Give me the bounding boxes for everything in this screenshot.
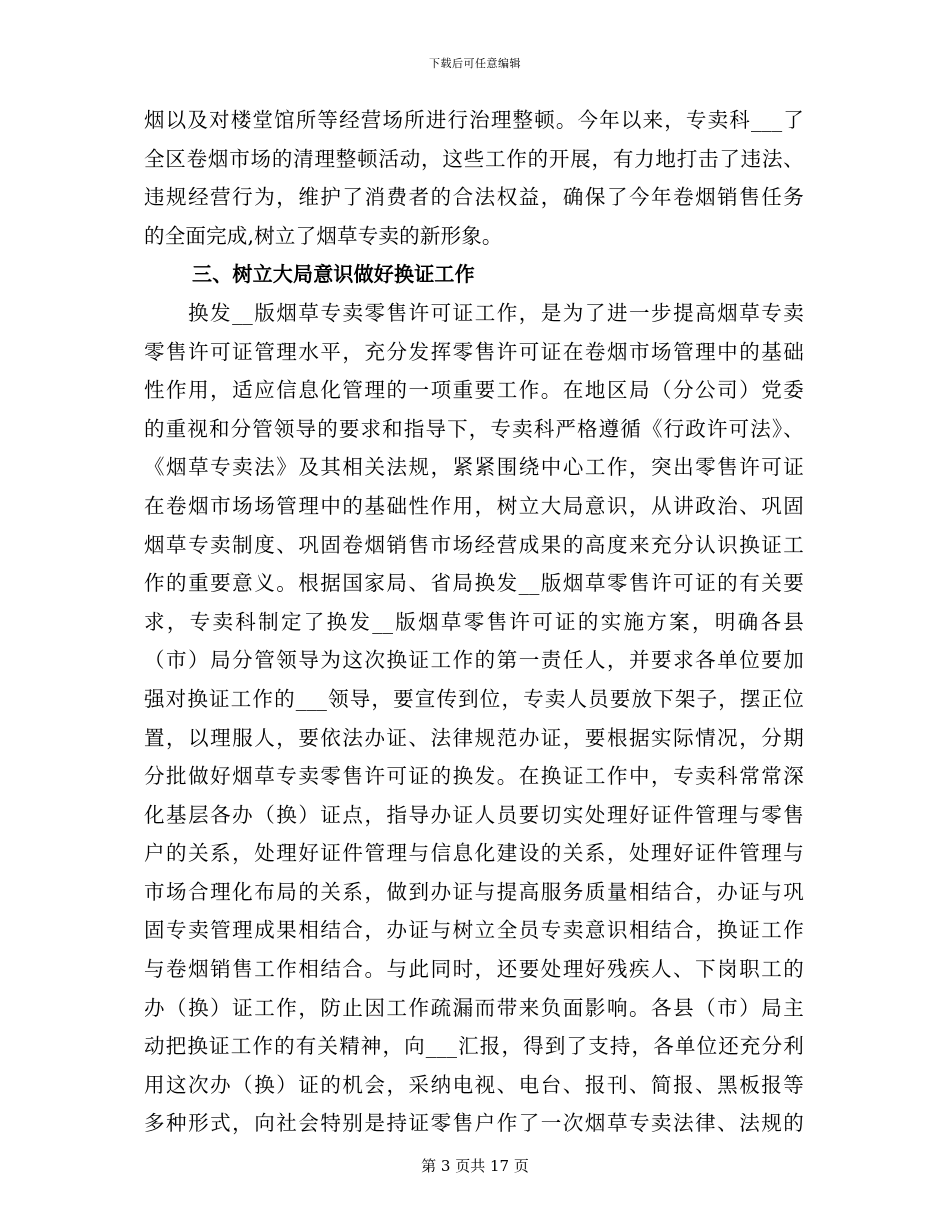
body-line: 性作用，适应信息化管理的一项重要工作。在地区局（分公司）党委 [144, 378, 804, 403]
body-line: 固专卖管理成果相结合，办证与树立全员专卖意识相结合，换证工作 [144, 918, 804, 943]
body-line: 的全面完成,树立了烟草专卖的新形象。 [144, 223, 503, 248]
body-line: 作的重要意义。根据国家局、省局换发__版烟草零售许可证的有关要 [144, 571, 804, 596]
body-line: 办（换）证工作，防止因工作疏漏而带来负面影响。各县（市）局主 [144, 995, 804, 1020]
body-line: 户的关系，处理好证件管理与信息化建设的关系，处理好证件管理与 [144, 841, 804, 866]
body-line: 全区卷烟市场的清理整顿活动，这些工作的开展，有力地打击了违法、 [144, 146, 804, 171]
section-heading: 三、树立大局意识做好换证工作 [192, 262, 475, 287]
body-line: 零售许可证管理水平，充分发挥零售许可证在卷烟市场管理中的基础 [144, 339, 804, 364]
body-line: 置，以理服人，要依法办证、法律规范办证，要根据实际情况，分期 [144, 725, 804, 750]
page-number-footer: 第 3 页共 17 页 [421, 1157, 529, 1175]
body-line: 强对换证工作的___领导，要宣传到位，专卖人员要放下架子，摆正位 [144, 686, 804, 711]
body-line: 动把换证工作的有关精神，向___汇报，得到了支持，各单位还充分利 [144, 1034, 804, 1059]
body-line: 用这次办（换）证的机会，采纳电视、电台、报刊、简报、黑板报等 [144, 1072, 804, 1097]
page-header-note: 下载后可任意编辑 [429, 57, 521, 70]
body-line: 烟草专卖制度、巩固卷烟销售市场经营成果的高度来充分认识换证工 [144, 532, 804, 557]
body-line: 多种形式，向社会特别是持证零售户作了一次烟草专卖法律、法规的 [144, 1111, 804, 1136]
body-line: 化基层各办（换）证点，指导办证人员要切实处理好证件管理与零售 [144, 802, 804, 827]
body-line: 烟以及对楼堂馆所等经营场所进行治理整顿。今年以来，专卖科___了 [144, 108, 804, 132]
document-body [144, 101, 804, 1143]
body-line: 违规经营行为，维护了消费者的合法权益，确保了今年卷烟销售任务 [144, 185, 804, 210]
body-line: 在卷烟市场场管理中的基础性作用，树立大局意识，从讲政治、巩固 [144, 493, 804, 518]
body-line: 换发__版烟草专卖零售许可证工作，是为了进一步提高烟草专卖 [188, 300, 804, 325]
body-line: （市）局分管领导为这次换证工作的第一责任人，并要求各单位要加 [144, 648, 804, 673]
body-line: 求，专卖科制定了换发__版烟草零售许可证的实施方案，明确各县 [144, 609, 804, 634]
body-line: 市场合理化布局的关系，做到办证与提高服务质量相结合，办证与巩 [144, 879, 804, 904]
body-line: 与卷烟销售工作相结合。与此同时，还要处理好残疾人、下岗职工的 [144, 957, 804, 982]
body-line: 《烟草专卖法》及其相关法规，紧紧围绕中心工作，突出零售许可证 [144, 455, 804, 480]
body-line: 的重视和分管领导的要求和指导下，专卖科严格遵循《行政许可法》、 [144, 416, 804, 441]
body-line: 分批做好烟草专卖零售许可证的换发。在换证工作中，专卖科常常深 [144, 764, 804, 789]
